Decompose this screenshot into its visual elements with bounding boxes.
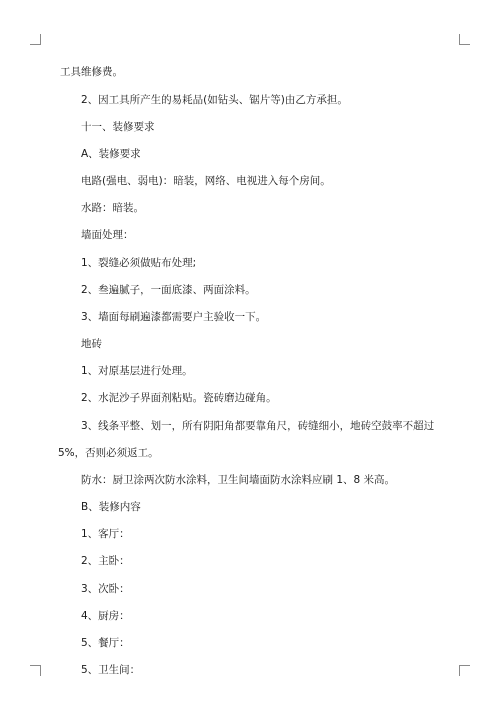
paragraph-line: 水路：暗装。	[81, 202, 144, 214]
paragraph-line: 地砖	[81, 338, 102, 350]
list-item: 2、主卧：	[81, 555, 130, 567]
paragraph-line: 3、线条平整、划一，所有阴阳角都要靠角尺，砖缝细小，地砖空鼓率不超过	[81, 420, 435, 432]
corner-mark-top-right	[459, 34, 470, 45]
list-item: 4、厨房：	[81, 610, 130, 622]
corner-mark-bottom-right	[459, 665, 470, 676]
paragraph-line: 工具维修费。	[60, 66, 123, 78]
corner-mark-top-left	[30, 34, 41, 45]
list-item: 5、卫生间：	[81, 664, 141, 676]
paragraph-line: 3、墙面每刷遍漆都需要户主验收一下。	[81, 311, 267, 323]
list-item: 3、次卧：	[81, 583, 130, 595]
subsection-heading: A、装修要求	[81, 148, 141, 160]
paragraph-line: 2、水泥沙子界面剂粘贴。瓷砖磨边碰角。	[81, 392, 277, 404]
paragraph-line: 1、裂缝必须做贴布处理;	[81, 257, 197, 269]
paragraph-line: 墙面处理：	[81, 229, 134, 241]
list-item: 5、餐厅：	[81, 637, 130, 649]
paragraph-line: 2、叁遍腻子，一面底漆、两面涂料。	[81, 284, 256, 296]
paragraph-line: 5%，否则必须返工。	[58, 447, 159, 459]
paragraph-line: 1、对原基层进行处理。	[81, 365, 193, 377]
subsection-heading: B、装修内容	[81, 501, 141, 513]
corner-mark-bottom-left	[30, 665, 41, 676]
list-item: 1、客厅：	[81, 528, 130, 540]
section-heading: 十一、装修要求	[81, 121, 155, 133]
paragraph-line: 防水：厨卫涂两次防水涂料，卫生间墙面防水涂料应刷 1、8 米高。	[81, 474, 396, 486]
paragraph-line: 电路(强电、弱电)：暗装，网络、电视进入每个房间。	[81, 175, 331, 187]
paragraph-line: 2、因工具所产生的易耗品(如钻头、锯片等)由乙方承担。	[81, 94, 348, 106]
